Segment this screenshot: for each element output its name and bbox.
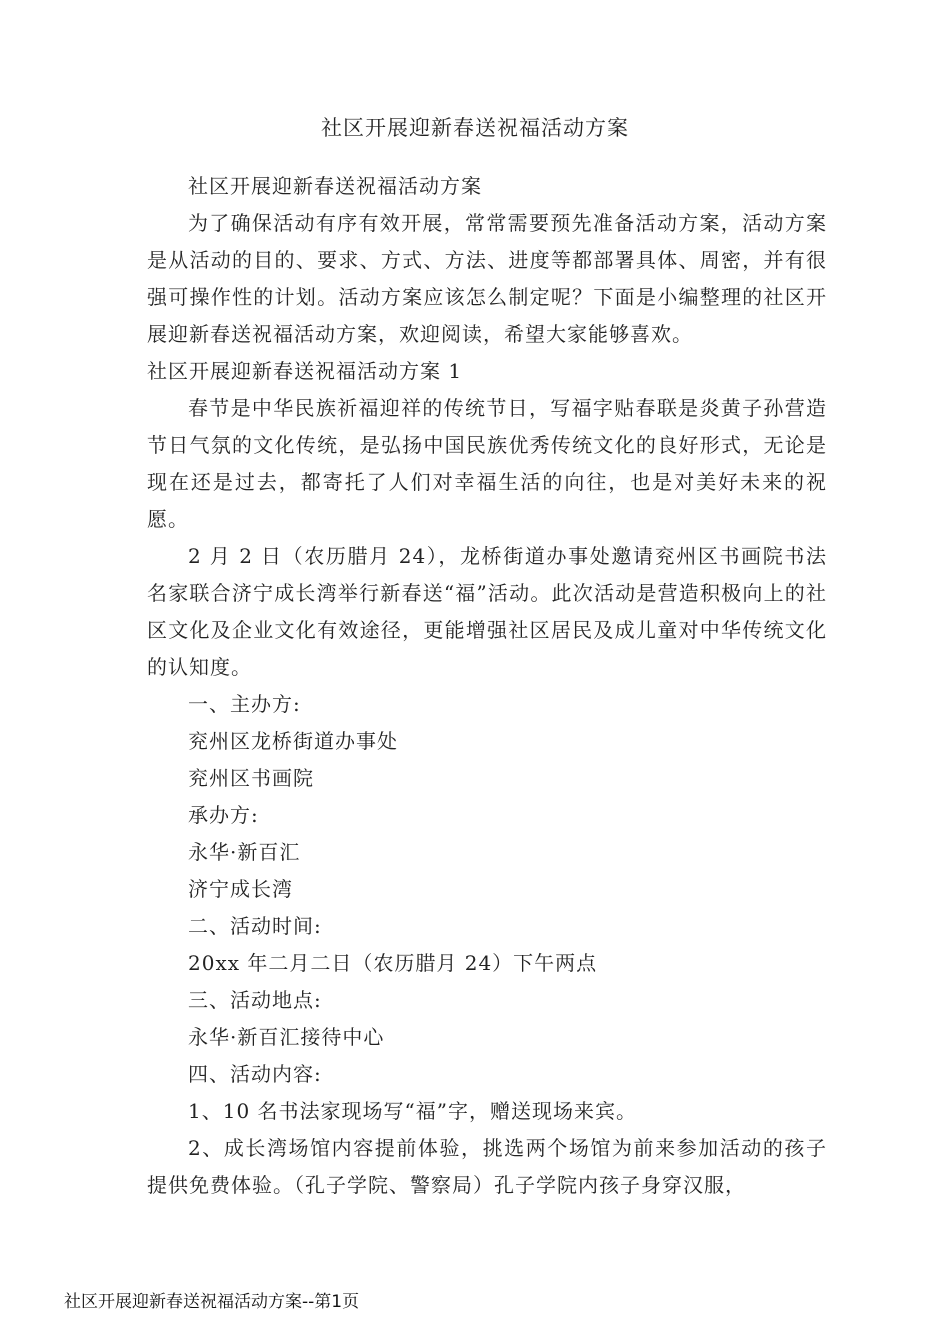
document-title: 社区开展迎新春送祝福活动方案 xyxy=(321,116,629,140)
list-item-place: 永华·新百汇接待中心 xyxy=(188,1025,385,1049)
page-footer: 社区开展迎新春送祝福活动方案--第1页 xyxy=(64,1292,360,1312)
document-body xyxy=(147,168,827,1204)
list-item-place-heading: 三、活动地点: xyxy=(188,988,322,1012)
paragraph-intro: 为了确保活动有序有效开展，常常需要预先准备活动方案，活动方案是从活动的目的、要求、方式、方法、进度等都部署具体、周密，并有很强可操作性的计划。活动方案应该怎么制定呢？下面是小编整理的社区开展迎新春送祝福活动方案，欢迎阅读，希望大家能够喜欢。 xyxy=(147,211,827,346)
list-item-coorganizer-heading: 承办方: xyxy=(188,803,259,827)
list-item-content-2: 2、成长湾场馆内容提前体验，挑选两个场馆为前来参加活动的孩子提供免费体验。（孔子学院、警察局）孔子学院内孩子身穿汉服， xyxy=(147,1136,827,1197)
list-item-organizer-1: 兖州区龙桥街道办事处 xyxy=(188,729,398,753)
list-item-time-heading: 二、活动时间: xyxy=(188,914,322,938)
paragraph-section-heading: 社区开展迎新春送祝福活动方案 1 xyxy=(147,359,463,383)
list-item-coorganizer-2: 济宁成长湾 xyxy=(188,877,293,901)
list-item-coorganizer-1: 永华·新百汇 xyxy=(188,840,301,864)
list-item-organizer-heading: 一、主办方: xyxy=(188,692,301,716)
list-item-time: 20xx 年二月二日（农历腊月 24）下午两点 xyxy=(188,951,598,975)
paragraph-spring-festival: 春节是中华民族祈福迎祥的传统节日，写福字贴春联是炎黄子孙营造节日气氛的文化传统，是弘扬中国民族优秀传统文化的良好形式，无论是现在还是过去，都寄托了人们对幸福生活的向往，也是对美好未来的祝愿。 xyxy=(147,396,827,531)
paragraph-subtitle: 社区开展迎新春送祝福活动方案 xyxy=(188,174,482,198)
list-item-content-1: 1、10 名书法家现场写“福”字，赠送现场来宾。 xyxy=(188,1099,637,1123)
paragraph-event: 2 月 2 日（农历腊月 24），龙桥街道办事处邀请兖州区书画院书法名家联合济宁成长湾举行新春送“福”活动。此次活动是营造积极向上的社区文化及企业文化有效途径，更能增强社区居民及成儿童对中华传统文化的认知度。 xyxy=(147,544,827,679)
list-item-content-heading: 四、活动内容: xyxy=(188,1062,322,1086)
list-item-organizer-2: 兖州区书画院 xyxy=(188,766,314,790)
